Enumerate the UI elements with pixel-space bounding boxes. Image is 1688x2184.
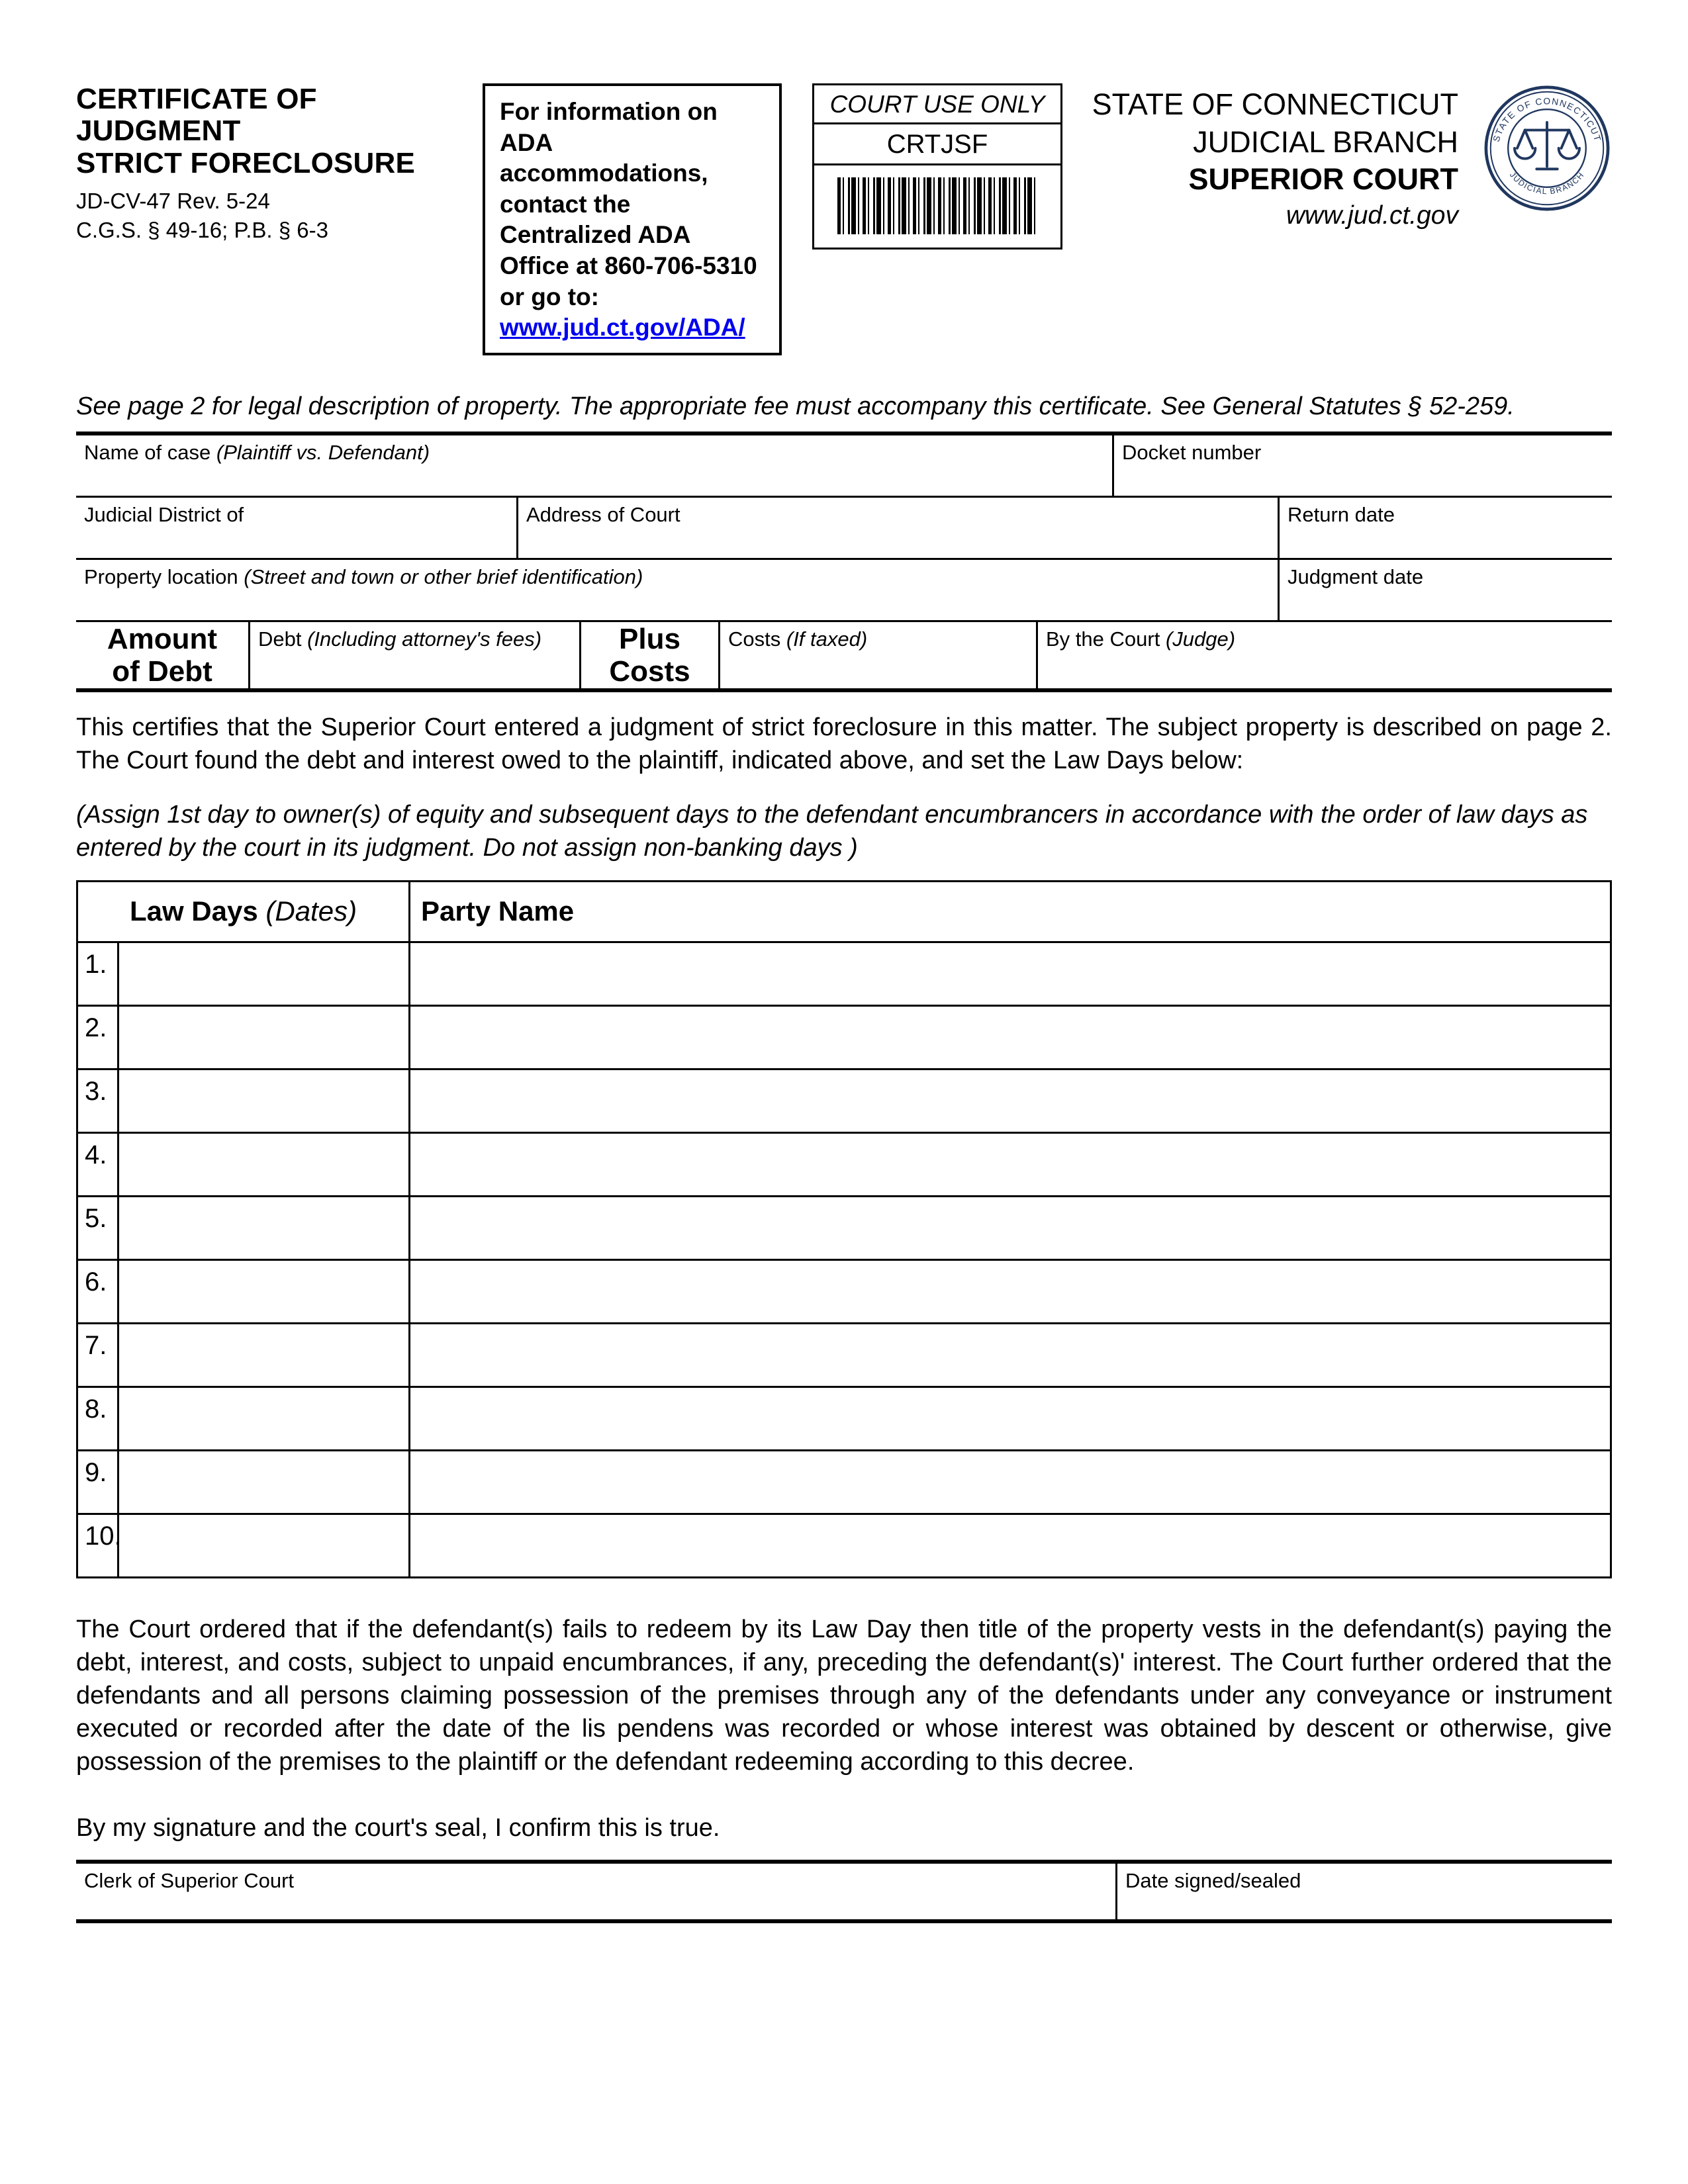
- party-name-input[interactable]: [410, 1450, 1611, 1514]
- law-day-row-5: [77, 1196, 1611, 1259]
- law-day-number: 6.: [77, 1259, 118, 1323]
- law-days-dates-header: Law Days (Dates): [77, 881, 410, 942]
- court-website: www.jud.ct.gov: [1286, 201, 1458, 230]
- case-row-1: [76, 435, 1612, 498]
- party-name-input[interactable]: [410, 1196, 1611, 1259]
- party-name-input[interactable]: [410, 942, 1611, 1005]
- law-days-header-row: [77, 881, 1611, 942]
- law-day-number: 10.: [77, 1514, 118, 1577]
- judicial-district-label: Judicial District of: [84, 502, 244, 526]
- date-signed-label: Date signed/sealed: [1125, 1868, 1301, 1892]
- law-day-date-input[interactable]: [118, 1514, 410, 1577]
- law-day-date-input[interactable]: [118, 1196, 410, 1259]
- party-name-header: Party Name: [410, 881, 1611, 942]
- case-row-2: [76, 498, 1612, 560]
- party-name-input[interactable]: [410, 1259, 1611, 1323]
- address-of-court-label: Address of Court: [526, 502, 680, 526]
- case-row-3: [76, 560, 1612, 622]
- law-day-number: 8.: [77, 1387, 118, 1450]
- law-day-date-input[interactable]: [118, 1069, 410, 1132]
- debt-label: Debt (Including attorney's fees): [258, 627, 542, 651]
- party-name-input[interactable]: [410, 1069, 1611, 1132]
- signature-statement: By my signature and the court's seal, I confirm this is true.: [76, 1813, 720, 1842]
- property-location-label: Property location (Street and town or other brief identification): [84, 565, 643, 588]
- form-number: JD-CV-47 Rev. 5-24: [76, 189, 270, 214]
- scales-of-justice-icon: [1515, 122, 1579, 169]
- form-statutes: C.G.S. § 49-16; P.B. § 6-3: [76, 218, 328, 243]
- law-day-row-7: [77, 1323, 1611, 1387]
- form-title: [76, 83, 473, 179]
- plus-costs-header: [579, 622, 718, 688]
- party-name-input[interactable]: [410, 1323, 1611, 1387]
- header: [76, 83, 1612, 355]
- date-signed-field[interactable]: [1115, 1864, 1612, 1919]
- law-day-number: 7.: [77, 1323, 118, 1387]
- law-day-row-2: [77, 1005, 1611, 1069]
- law-day-date-input[interactable]: [118, 1132, 410, 1196]
- plus-costs-label: Plus Costs: [609, 622, 690, 688]
- debt-field[interactable]: [248, 622, 579, 688]
- assign-note: (Assign 1st day to owner(s) of equity and subsequent days to the defendant encumbrancers in accordance with the order of law days as entered by the court in its judgment. Do not assign non-banking days ): [76, 800, 1588, 862]
- name-of-case-label: Name of case (Plaintiff vs. Defendant): [84, 440, 430, 464]
- party-name-input[interactable]: [410, 1387, 1611, 1450]
- law-day-row-4: [77, 1132, 1611, 1196]
- law-day-row-3: [77, 1069, 1611, 1132]
- state-name: STATE OF CONNECTICUT: [1092, 87, 1458, 121]
- law-day-number: 2.: [77, 1005, 118, 1069]
- seal-bottom-text: JUDICIAL BRANCH: [1507, 170, 1587, 197]
- law-day-number: 9.: [77, 1450, 118, 1514]
- judgment-date-field[interactable]: [1278, 560, 1612, 620]
- law-day-date-input[interactable]: [118, 1450, 410, 1514]
- party-name-input[interactable]: [410, 1514, 1611, 1577]
- law-day-date-input[interactable]: [118, 1259, 410, 1323]
- certify-paragraph: This certifies that the Superior Court entered a judgment of strict foreclosure in this matter. The subject property is described on page 2. The Court found the debt and interest owed to the plaintiff, indicated above, and set the Law Days below:: [76, 713, 1612, 774]
- law-day-row-10: [77, 1514, 1611, 1577]
- by-the-court-field[interactable]: [1036, 622, 1612, 688]
- by-the-court-label: By the Court (Judge): [1046, 627, 1236, 651]
- form-title-line1: CERTIFICATE OF JUDGMENT: [76, 83, 317, 148]
- law-day-date-input[interactable]: [118, 1005, 410, 1069]
- party-name-input[interactable]: [410, 1005, 1611, 1069]
- law-day-number: 5.: [77, 1196, 118, 1259]
- court-use-label: COURT USE ONLY: [814, 85, 1060, 124]
- name-of-case-field[interactable]: [76, 435, 1112, 496]
- law-day-number: 3.: [77, 1069, 118, 1132]
- law-day-row-6: [77, 1259, 1611, 1323]
- form-title-line2: STRICT FORECLOSURE: [76, 146, 416, 179]
- ada-notice-text: For information on ADA accommodations, contact the Centralized ADA Office at 860-706-5310 or go to:: [500, 98, 757, 310]
- clerk-label: Clerk of Superior Court: [84, 1868, 295, 1892]
- law-day-date-input[interactable]: [118, 1323, 410, 1387]
- docket-number-label: Docket number: [1122, 440, 1262, 464]
- judicial-branch-seal-icon: [1482, 83, 1612, 213]
- judgment-date-label: Judgment date: [1288, 565, 1424, 588]
- order-paragraph: The Court ordered that if the defendant(s) fails to redeem by its Law Day then title of the property vests in the defendant(s) paying the debt, interest, and costs, subject to unpaid encumbrances, if any, preceding the defendant(s)' interest. The Court further ordered that the defendants and all persons claiming possession of the premises through any of the defendants under any conveyance or instrument executed or recorded after the date of the lis pendens was recorded or whose interest was obtained by descent or otherwise, give possession of the premises to the plaintiff or the defendant redeeming according to this decree.: [76, 1615, 1612, 1776]
- law-day-date-input[interactable]: [118, 942, 410, 1005]
- law-days-table: [76, 880, 1612, 1578]
- signature-row: [76, 1860, 1612, 1923]
- law-day-row-9: [77, 1450, 1611, 1514]
- law-day-row-1: [77, 942, 1611, 1005]
- superior-court: SUPERIOR COURT: [1188, 162, 1458, 197]
- debt-row: [76, 622, 1612, 692]
- judicial-district-field[interactable]: [76, 498, 516, 558]
- judicial-branch: JUDICIAL BRANCH: [1193, 124, 1458, 159]
- court-identity-block: [1062, 83, 1476, 230]
- costs-field[interactable]: [718, 622, 1036, 688]
- ada-link[interactable]: www.jud.ct.gov/ADA/: [500, 314, 745, 341]
- law-day-date-input[interactable]: [118, 1387, 410, 1450]
- court-use-code: CRTJSF: [814, 124, 1060, 165]
- amount-of-debt-label: Amount of Debt: [107, 622, 218, 688]
- return-date-label: Return date: [1288, 502, 1395, 526]
- svg-text:JUDICIAL BRANCH: [1508, 170, 1586, 196]
- law-day-number: 1.: [77, 942, 118, 1005]
- docket-number-field[interactable]: [1112, 435, 1612, 496]
- amount-of-debt-header: [76, 622, 248, 688]
- property-location-field[interactable]: [76, 560, 1278, 620]
- costs-label: Costs (If taxed): [728, 627, 868, 651]
- ada-notice-box: [483, 83, 782, 355]
- party-name-input[interactable]: [410, 1132, 1611, 1196]
- seal-top-text: STATE OF CONNECTICUT: [1491, 96, 1603, 144]
- address-of-court-field[interactable]: [516, 498, 1278, 558]
- seal-graphic: [1482, 83, 1612, 213]
- case-info-grid: [76, 432, 1612, 692]
- fee-instruction: See page 2 for legal description of property. The appropriate fee must accompany this certificate. See General Statutes § 52-259.: [76, 392, 1515, 420]
- law-day-number: 4.: [77, 1132, 118, 1196]
- court-use-box: [812, 83, 1062, 250]
- clerk-signature-field[interactable]: [76, 1864, 1115, 1919]
- form-title-block: [76, 83, 473, 243]
- barcode: [837, 177, 1037, 234]
- law-day-row-8: [77, 1387, 1611, 1450]
- return-date-field[interactable]: [1278, 498, 1612, 558]
